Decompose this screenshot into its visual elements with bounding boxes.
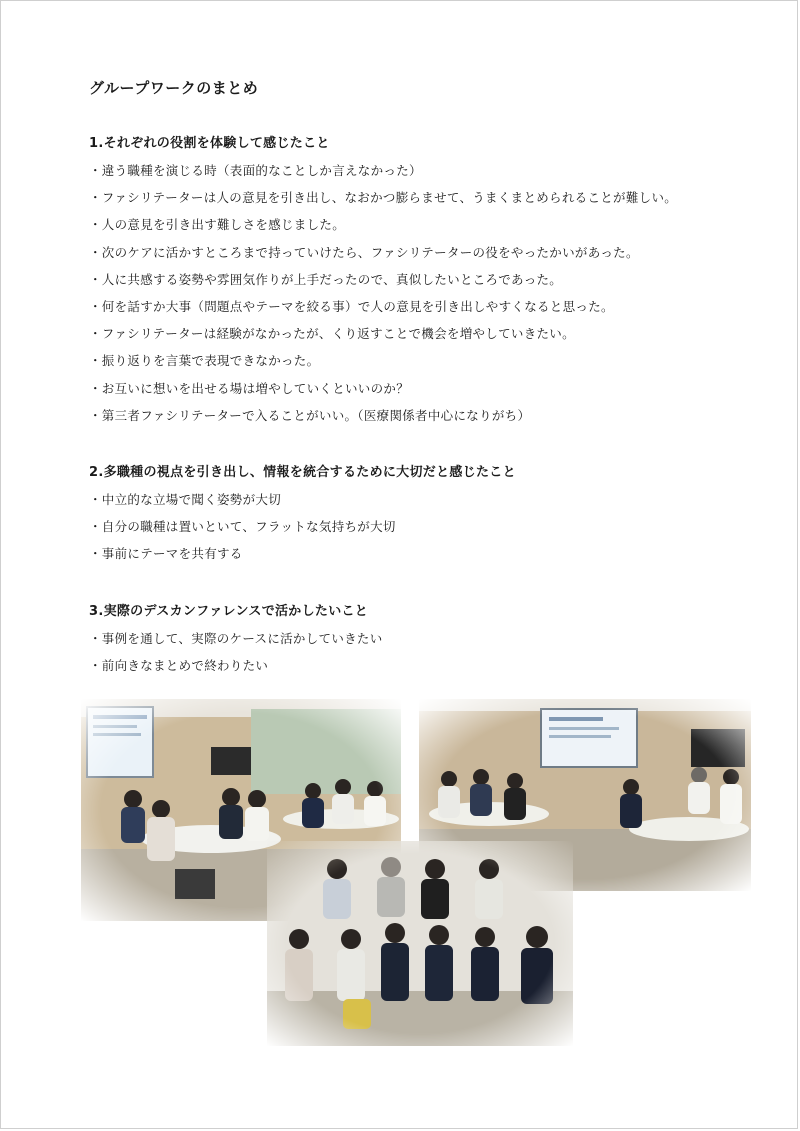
list-item: ・人に共感する姿勢や雰囲気作りが上手だったので、真似したいところであった。 — [89, 271, 563, 287]
list-item: ・事前にテーマを共有する — [89, 546, 243, 562]
list-item: ・ファシリテーターは人の意見を引き出し、なおかつ膨らませて、うまくまとめられることが難しい。 — [89, 190, 678, 206]
list-item: ・事例を通して、実際のケースに活かしていきたい — [89, 631, 383, 646]
list-item: ・自分の職種は置いといて、フラットな気持ちが大切 — [89, 519, 396, 535]
list-item: ・人の意見を引き出す難しさを感じました。 — [89, 217, 346, 233]
list-item: ・違う職種を演じる時（表面的なことしか言えなかった） — [89, 163, 422, 178]
list-item: ・第三者ファシリテーターで入ることがいい。（医療関係者中心になりがち） — [89, 407, 531, 423]
section-role-experience — [89, 130, 677, 429]
list-item: ・前向きなまとめで終わりたい — [89, 658, 269, 674]
section-heading: 2.多職種の視点を引き出し、情報を統合するために大切だと感じたこと — [89, 465, 516, 480]
section-heading: 1.それぞれの役割を体験して感じたこと — [89, 136, 330, 151]
list-item: ・何を話すか大事（問題点やテーマを絞る事）で人の意見を引き出しやすくなると思った。 — [89, 298, 614, 314]
group-photo — [267, 841, 573, 1046]
section-heading: 3.実際のデスカンファレンスで活かしたいこと — [89, 604, 369, 619]
list-item: ・ファシリテーターは経験がなかったが、くり返すことで機会を増やしていきたい。 — [89, 326, 575, 342]
list-item: ・お互いに想いを出せる場は増やしていくといいのか？ — [89, 380, 410, 396]
page-title: グループワークのまとめ — [89, 79, 259, 97]
list-item: ・振り返りを言葉で表現できなかった。 — [89, 353, 320, 369]
list-item: ・次のケアに活かすところまで持っていけたら、ファシリテーターの役をやったかいがあった。 — [89, 244, 639, 260]
section-death-conference — [89, 598, 383, 679]
section-multidisciplinary — [89, 459, 516, 568]
list-item: ・中立的な立場で聞く姿勢が大切 — [89, 492, 282, 507]
